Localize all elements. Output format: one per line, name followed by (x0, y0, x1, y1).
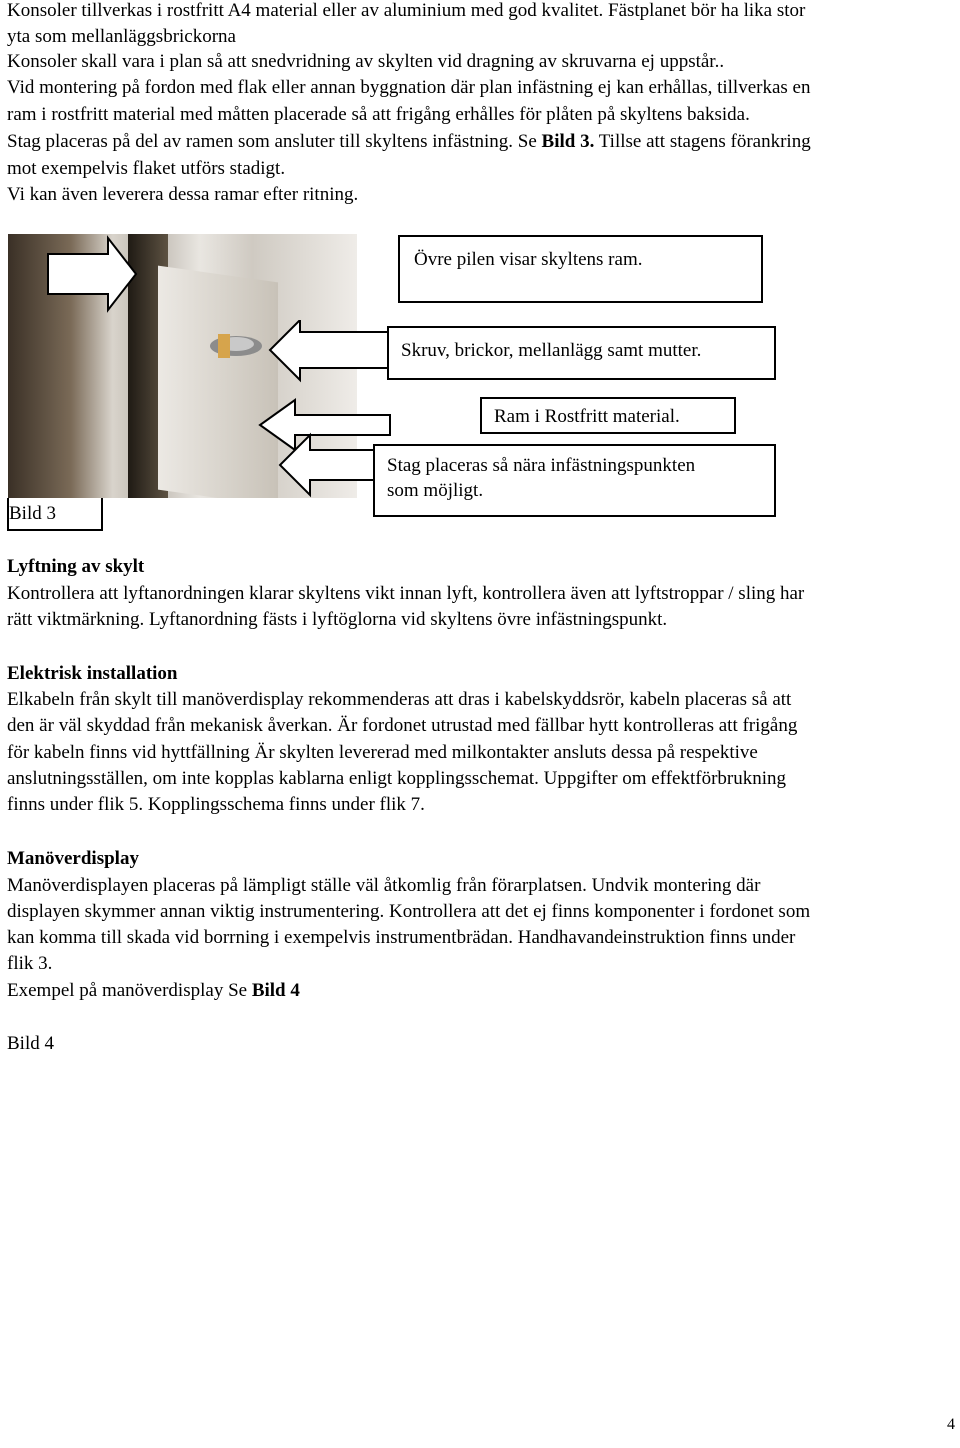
callout-box-screw (387, 326, 776, 380)
text-line: Konsoler skall vara i plan så att snedvridning av skylten vid dragning av skruvarna ej uppstår.. (7, 51, 725, 72)
figure-caption: Bild 3 (9, 503, 56, 524)
page-number: 4 (947, 1416, 955, 1433)
text-line (7, 131, 811, 153)
text-line: ram i rostfritt material med måtten placerade så att frigång erhålles för plåten på skyltens baksida. (7, 104, 750, 125)
callout-text: Stag placeras så nära infästningspunkten (387, 455, 696, 476)
text-line: för kabeln finns vid hyttfällning Är skylten levererad med milkontakter ansluts dessa på respektive (7, 742, 758, 763)
text-line: Elkabeln från skylt till manöverdisplay rekommenderas att dras i kabelskyddsrör, kabeln placeras så att (7, 689, 792, 710)
arrow-left-icon (260, 400, 390, 450)
text-line: flik 3. (7, 953, 53, 974)
text-line: Vi kan även leverera dessa ramar efter ritning. (7, 184, 359, 205)
text-line (7, 980, 300, 1002)
section-heading: Manöverdisplay (7, 848, 139, 869)
text-line: den är väl skyddad från mekanisk åverkan. Är fordonet utrustad med fällbar hytt kontrolleras att frigång (7, 715, 798, 736)
text-span: Exempel på manöverdisplay Se (7, 980, 252, 1001)
text-line: displayen skymmer annan viktig instrumentering. Kontrollera att det ej finns komponenter i fordonet som (7, 901, 811, 922)
section-heading: Lyftning av skylt (7, 556, 145, 577)
text-line: anslutningsställen, om inte kopplas kablarna enligt kopplingsschemat. Uppgifter om effektförbrukning (7, 768, 787, 789)
figure-reference: Bild 3. (541, 131, 595, 152)
arrow-left-icon (270, 320, 390, 380)
figure-caption-box (7, 498, 103, 531)
callout-text: Övre pilen visar skyltens ram. (414, 249, 643, 270)
text-line: Manöverdisplayen placeras på lämpligt ställe väl åtkomlig från förarplatsen. Undvik montering där (7, 875, 761, 896)
text-span: Tillse att stagens förankring (594, 131, 811, 152)
text-line: yta som mellanläggsbrickorna (7, 26, 236, 47)
text-line: finns under flik 5. Kopplingsschema finns under flik 7. (7, 794, 425, 815)
callout-box-material (480, 397, 736, 434)
figure-reference: Bild 4 (251, 980, 300, 1001)
callout-text: Ram i Rostfritt material. (494, 406, 680, 427)
text-line: Kontrollera att lyftanordningen klarar skyltens vikt innan lyft, kontrollera även att lyftstroppar / sling har (7, 583, 805, 604)
text-line: kan komma till skada vid borrning i exempelvis instrumentbrädan. Handhavandeinstruktion finns under (7, 927, 796, 948)
text-line: rätt viktmärkning. Lyftanordning fästs i lyftöglorna vid skyltens övre infästningspunkt. (7, 609, 668, 630)
callout-box-frame (398, 235, 763, 303)
callout-text: Skruv, brickor, mellanlägg samt mutter. (401, 340, 702, 361)
callout-box-stag (373, 444, 776, 517)
callout-text: som möjligt. (387, 480, 484, 501)
text-line: Konsoler tillverkas i rostfritt A4 material eller av aluminium med god kvalitet. Fästplanet bör ha lika stor (7, 0, 806, 21)
figure-caption: Bild 4 (7, 1033, 54, 1054)
text-line: Vid montering på fordon med flak eller annan byggnation där plan infästning ej kan erhållas, tillverkas en (7, 77, 811, 98)
text-span: Stag placeras på del av ramen som ansluter till skyltens infästning. Se (7, 131, 542, 152)
text-line: mot exempelvis flaket utförs stadigt. (7, 158, 286, 179)
section-heading: Elektrisk installation (7, 663, 178, 684)
